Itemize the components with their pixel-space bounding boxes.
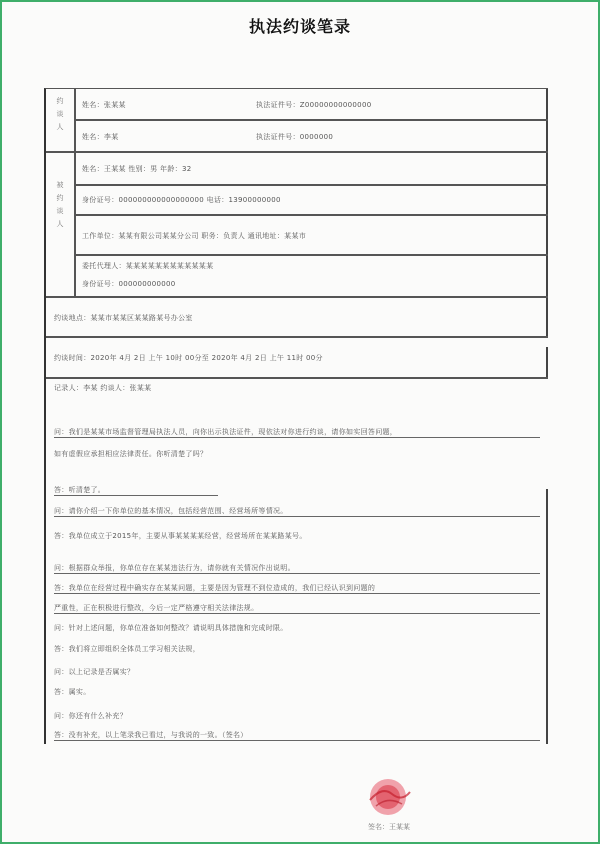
record-line: 问：根据群众举报，你单位存在某某违法行为，请你就有关情况作出说明。 bbox=[54, 563, 540, 574]
record-line: 答：我单位在经营过程中确实存在某某问题，主要是因为管理不到位造成的，我们已经认识到问题的 bbox=[54, 583, 540, 594]
interview-location: 约谈地点：某某市某某区某某路某号办公室 bbox=[54, 314, 193, 322]
page-title: 执法约谈笔录 bbox=[248, 17, 351, 36]
table-line bbox=[74, 184, 548, 186]
table-border bbox=[546, 296, 548, 336]
section-label-interviewee: 被约谈人 bbox=[56, 181, 64, 228]
record-line: 答：听清楚了。 bbox=[54, 485, 218, 496]
label-column-divider bbox=[74, 89, 76, 296]
signature-label: 签名：王某某 bbox=[368, 823, 410, 831]
red-seal-stamp bbox=[362, 772, 414, 822]
interviewee-basic-info: 姓名：王某某 性别：男 年龄：32 bbox=[82, 165, 192, 173]
record-line: 答：我单位成立于2015年，主要从事某某某某经营，经营场所在某某路某号。 bbox=[54, 532, 307, 540]
interviewer-2-cert: 执法证件号：0000000 bbox=[256, 133, 334, 141]
table-line bbox=[46, 336, 548, 338]
form-table bbox=[44, 88, 548, 744]
table-border bbox=[546, 151, 548, 296]
record-line: 答：我们将立即组织全体员工学习相关法规， bbox=[54, 645, 200, 653]
table-border bbox=[546, 347, 548, 377]
table-line bbox=[74, 119, 548, 121]
record-line: 问：以上记录是否属实？ bbox=[54, 668, 135, 676]
record-line: 问：针对上述问题，你单位准备如何整改？请说明具体措施和完成时限。 bbox=[54, 624, 288, 632]
recorder-info: 记录人：李某 约谈人：张某某 bbox=[54, 384, 152, 392]
interviewer-1-cert: 执法证件号：Z00000000000000 bbox=[256, 101, 372, 109]
record-line: 如有虚假应承担相应法律责任。你听清楚了吗？ bbox=[54, 450, 208, 458]
interviewer-1-name: 姓名：张某某 bbox=[82, 101, 126, 109]
interview-time: 约谈时间：2020年 4月 2日 上午 10时 00分至 2020年 4月 2日 上午 11时 00分 bbox=[54, 354, 323, 362]
section-label-interviewer: 约谈人 bbox=[56, 97, 64, 131]
table-line bbox=[46, 151, 548, 153]
record-line: 问：你还有什么补充？ bbox=[54, 712, 127, 720]
table-line bbox=[74, 254, 548, 256]
agent-name: 委托代理人：某某某某某某某某某某某某 bbox=[82, 262, 214, 270]
table-line bbox=[74, 214, 548, 216]
table-border bbox=[546, 489, 548, 744]
table-line bbox=[46, 377, 548, 379]
agent-id: 身份证号：000000000000 bbox=[82, 280, 176, 288]
record-line: 答：没有补充，以上笔录我已看过，与我说的一致。（签名） bbox=[54, 730, 540, 741]
record-line: 问：请你介绍一下你单位的基本情况，包括经营范围、经营场所等情况。 bbox=[54, 506, 540, 517]
interviewee-id-phone: 身份证号：000000000000000000 电话：13900000000 bbox=[82, 196, 281, 204]
interviewer-2-name: 姓名：李某 bbox=[82, 133, 119, 141]
record-line: 严重性，正在积极进行整改，今后一定严格遵守相关法律法规。 bbox=[54, 603, 540, 614]
record-line: 答：属实。 bbox=[54, 688, 91, 696]
record-line: 问：我们是某某市场监督管理局执法人员，向你出示执法证件，现依法对你进行约谈，请你如实回答问题， bbox=[54, 427, 540, 438]
interviewee-work-unit: 工作单位：某某有限公司某某分公司 职务：负责人 通讯地址：某某市 bbox=[82, 232, 307, 240]
table-line bbox=[46, 296, 548, 298]
